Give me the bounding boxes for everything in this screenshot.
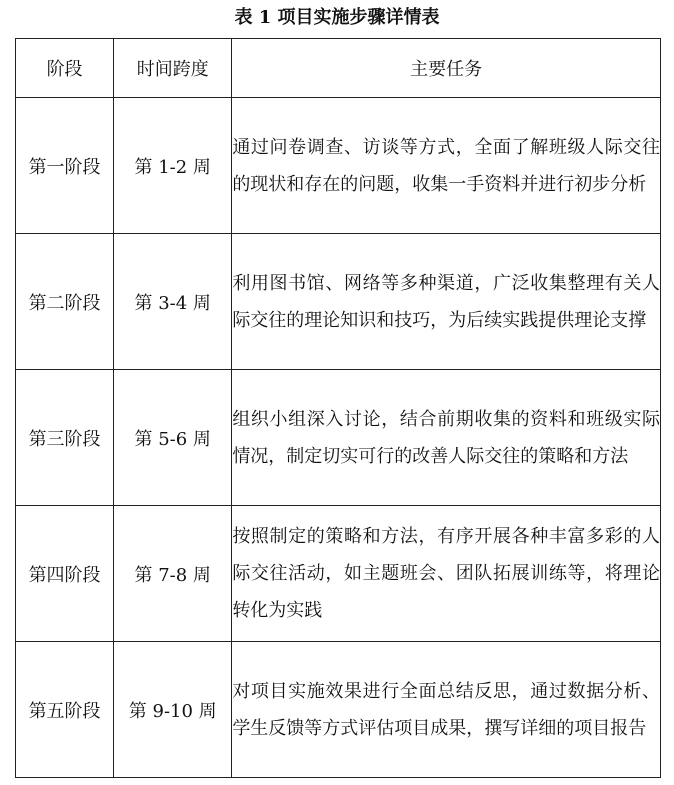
table-row <box>16 642 661 778</box>
task-cell: 组织小组深入讨论，结合前期收集的资料和班级实际情况，制定切实可行的改善人际交往的策略和方法 <box>232 370 661 506</box>
header-stage: 阶段 <box>16 39 114 98</box>
table-header-row <box>16 39 661 98</box>
time-span-cell: 第 5-6 周 <box>114 370 232 506</box>
header-time-span: 时间跨度 <box>114 39 232 98</box>
task-cell: 按照制定的策略和方法，有序开展各种丰富多彩的人际交往活动，如主题班会、团队拓展训练等，将理论转化为实践 <box>232 506 661 642</box>
task-cell: 对项目实施效果进行全面总结反思，通过数据分析、学生反馈等方式评估项目成果，撰写详细的项目报告 <box>232 642 661 778</box>
table-caption: 表 1 项目实施步骤详情表 <box>234 7 440 28</box>
stage-cell: 第二阶段 <box>16 234 114 370</box>
project-steps-table <box>15 38 661 778</box>
stage-cell: 第一阶段 <box>16 98 114 234</box>
time-span-cell: 第 7-8 周 <box>114 506 232 642</box>
time-span-cell: 第 9-10 周 <box>114 642 232 778</box>
stage-cell: 第三阶段 <box>16 370 114 506</box>
table-row <box>16 370 661 506</box>
table-row <box>16 234 661 370</box>
time-span-cell: 第 1-2 周 <box>114 98 232 234</box>
stage-cell: 第五阶段 <box>16 642 114 778</box>
stage-cell: 第四阶段 <box>16 506 114 642</box>
table-row <box>16 506 661 642</box>
task-cell: 利用图书馆、网络等多种渠道，广泛收集整理有关人际交往的理论知识和技巧，为后续实践提供理论支撑 <box>232 234 661 370</box>
table-row <box>16 98 661 234</box>
time-span-cell: 第 3-4 周 <box>114 234 232 370</box>
header-main-task: 主要任务 <box>232 39 661 98</box>
task-cell: 通过问卷调查、访谈等方式，全面了解班级人际交往的现状和存在的问题，收集一手资料并进行初步分析 <box>232 98 661 234</box>
